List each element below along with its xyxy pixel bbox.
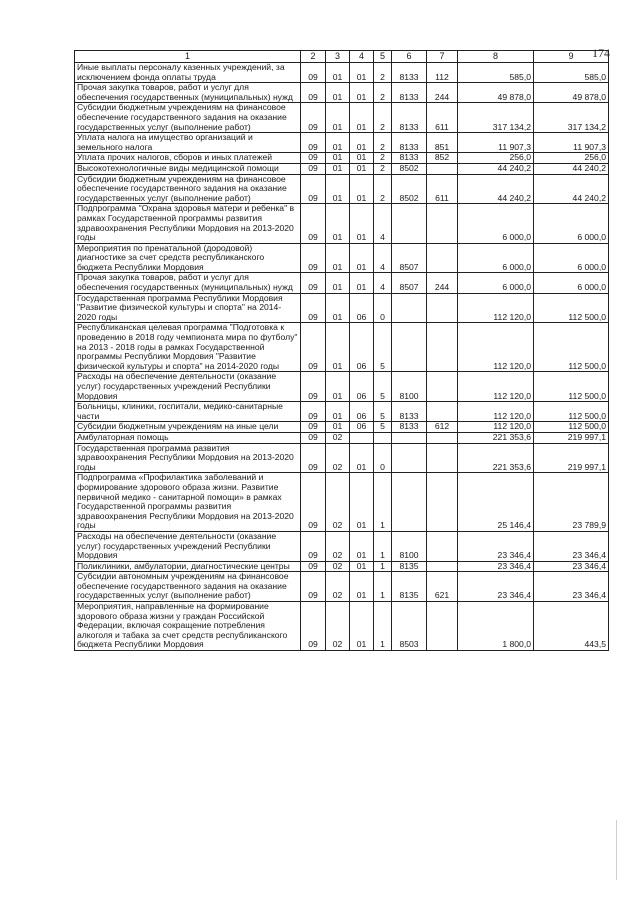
row-name: Иные выплаты персоналу казенных учреждений, за исключением фонда оплаты труда — [75, 63, 301, 83]
row-code-4: 06 — [350, 372, 374, 402]
row-name: Государственная программа развития здравоохранения Республики Мордовия на 2013-2020 годы — [75, 443, 301, 473]
row-code-3: 01 — [326, 422, 350, 433]
row-code-5 — [374, 432, 392, 443]
row-code-4: 01 — [350, 572, 374, 602]
row-code-4: 01 — [350, 561, 374, 572]
table-row — [75, 293, 609, 323]
row-code-7 — [427, 531, 458, 561]
row-code-2: 09 — [301, 83, 326, 103]
row-code-4: 01 — [350, 204, 374, 243]
row-amount-9: 6 000,0 — [534, 273, 609, 293]
row-code-6: 8133 — [392, 402, 427, 422]
header-col-3: 3 — [326, 51, 350, 63]
row-amount-9: 11 907,3 — [534, 133, 609, 153]
row-code-3: 02 — [326, 561, 350, 572]
row-code-7 — [427, 602, 458, 651]
row-code-5: 2 — [374, 63, 392, 83]
row-code-2: 09 — [301, 243, 326, 273]
row-code-6 — [392, 473, 427, 532]
row-amount-8: 256,0 — [458, 153, 534, 164]
row-code-5: 5 — [374, 323, 392, 372]
row-code-3: 02 — [326, 432, 350, 443]
row-amount-8: 23 346,4 — [458, 572, 534, 602]
row-code-7: 244 — [427, 273, 458, 293]
row-code-2: 09 — [301, 531, 326, 561]
row-code-2: 09 — [301, 273, 326, 293]
row-amount-9: 256,0 — [534, 153, 609, 164]
table-row — [75, 133, 609, 153]
row-amount-8: 25 146,4 — [458, 473, 534, 532]
row-amount-9: 6 000,0 — [534, 243, 609, 273]
row-code-4: 01 — [350, 443, 374, 473]
row-code-4: 01 — [350, 243, 374, 273]
row-name: Подпрограмма "Охрана здоровья матери и ребенка" в рамках Государственной программы развития здравоохранения Республики Мордовия на 2013-2020 годы — [75, 204, 301, 243]
row-code-7 — [427, 402, 458, 422]
row-code-5: 0 — [374, 293, 392, 323]
row-code-7: 244 — [427, 83, 458, 103]
row-name: Субсидии бюджетным учреждениям на иные цели — [75, 422, 301, 433]
row-amount-9: 112 500,0 — [534, 422, 609, 433]
row-name: Прочая закупка товаров, работ и услуг для обеспечения государственных (муниципальных) нужд — [75, 83, 301, 103]
row-code-7: 852 — [427, 153, 458, 164]
row-code-4: 01 — [350, 163, 374, 174]
table-row — [75, 323, 609, 372]
row-code-7 — [427, 443, 458, 473]
table-row — [75, 174, 609, 204]
row-code-7 — [427, 243, 458, 273]
row-code-7: 611 — [427, 103, 458, 133]
row-code-5: 1 — [374, 572, 392, 602]
row-amount-8: 49 878,0 — [458, 83, 534, 103]
row-name: Уплата прочих налогов, сборов и иных платежей — [75, 153, 301, 164]
row-code-3: 01 — [326, 402, 350, 422]
row-code-4: 06 — [350, 402, 374, 422]
row-code-6: 8135 — [392, 561, 427, 572]
row-amount-8: 112 120,0 — [458, 323, 534, 372]
row-code-3: 01 — [326, 153, 350, 164]
row-code-2: 09 — [301, 103, 326, 133]
row-name: Больницы, клиники, госпитали, медико-санитарные части — [75, 402, 301, 422]
table-row — [75, 153, 609, 164]
row-amount-8: 585,0 — [458, 63, 534, 83]
row-code-2: 09 — [301, 133, 326, 153]
table-row — [75, 243, 609, 273]
row-name: Поликлиники, амбулатории, диагностические центры — [75, 561, 301, 572]
table-row — [75, 561, 609, 572]
row-amount-9: 317 134,2 — [534, 103, 609, 133]
row-code-5: 4 — [374, 204, 392, 243]
row-amount-9: 219 997,1 — [534, 443, 609, 473]
row-name: Расходы на обеспечение деятельности (оказание услуг) государственных учреждений Республики Мордовия — [75, 372, 301, 402]
row-amount-9: 44 240,2 — [534, 163, 609, 174]
row-amount-9: 585,0 — [534, 63, 609, 83]
row-code-5: 5 — [374, 422, 392, 433]
row-name: Государственная программа Республики Мордовия "Развитие физической культуры и спорта" на 2014-2020 годы — [75, 293, 301, 323]
row-amount-8: 23 346,4 — [458, 561, 534, 572]
row-code-6: 8100 — [392, 531, 427, 561]
row-code-7: 611 — [427, 174, 458, 204]
header-col-8: 8 — [458, 51, 534, 63]
row-code-6: 8135 — [392, 572, 427, 602]
row-code-6: 8133 — [392, 422, 427, 433]
row-amount-8: 6 000,0 — [458, 204, 534, 243]
row-name: Субсидии бюджетным учреждениям на финансовое обеспечение государственного задания на оказание государственных услуг (выполнение работ) — [75, 103, 301, 133]
row-name: Высокотехнологичные виды медицинской помощи — [75, 163, 301, 174]
table-row — [75, 273, 609, 293]
row-code-7: 612 — [427, 422, 458, 433]
row-code-4: 01 — [350, 531, 374, 561]
row-code-5: 1 — [374, 531, 392, 561]
row-code-3: 01 — [326, 83, 350, 103]
row-amount-9: 23 346,4 — [534, 561, 609, 572]
row-code-3: 01 — [326, 323, 350, 372]
row-code-6 — [392, 293, 427, 323]
row-code-6: 8133 — [392, 153, 427, 164]
row-amount-8: 6 000,0 — [458, 243, 534, 273]
row-code-6: 8100 — [392, 372, 427, 402]
row-code-5: 1 — [374, 473, 392, 532]
row-code-4: 01 — [350, 174, 374, 204]
row-code-6: 8133 — [392, 103, 427, 133]
row-code-2: 09 — [301, 422, 326, 433]
table-row — [75, 443, 609, 473]
row-code-5: 2 — [374, 133, 392, 153]
row-code-4: 01 — [350, 63, 374, 83]
row-code-4: 01 — [350, 83, 374, 103]
row-amount-8: 112 120,0 — [458, 402, 534, 422]
row-amount-9: 112 500,0 — [534, 293, 609, 323]
header-col-9: 9 — [534, 51, 609, 63]
row-name: Мероприятия по пренатальной (дородовой) диагностике за счет средств республиканского бюджета Республики Мордовия — [75, 243, 301, 273]
row-name: Прочая закупка товаров, работ и услуг для обеспечения государственных (муниципальных) нужд — [75, 273, 301, 293]
row-code-5: 4 — [374, 243, 392, 273]
row-amount-8: 6 000,0 — [458, 273, 534, 293]
row-code-5: 5 — [374, 402, 392, 422]
table-row — [75, 63, 609, 83]
row-amount-9: 6 000,0 — [534, 204, 609, 243]
row-amount-9: 112 500,0 — [534, 372, 609, 402]
row-code-6 — [392, 204, 427, 243]
row-amount-8: 112 120,0 — [458, 293, 534, 323]
table-row — [75, 372, 609, 402]
table-row — [75, 422, 609, 433]
row-amount-8: 44 240,2 — [458, 174, 534, 204]
row-amount-8: 221 353,6 — [458, 443, 534, 473]
row-code-3: 02 — [326, 473, 350, 532]
row-code-2: 09 — [301, 153, 326, 164]
row-code-2: 09 — [301, 204, 326, 243]
row-code-4: 06 — [350, 323, 374, 372]
row-amount-8: 44 240,2 — [458, 163, 534, 174]
row-code-2: 09 — [301, 561, 326, 572]
row-amount-9: 23 789,9 — [534, 473, 609, 532]
row-code-4: 06 — [350, 293, 374, 323]
row-code-3: 02 — [326, 602, 350, 651]
header-col-5: 5 — [374, 51, 392, 63]
row-amount-8: 1 800,0 — [458, 602, 534, 651]
row-amount-8: 112 120,0 — [458, 372, 534, 402]
table-row — [75, 473, 609, 532]
row-code-7: 621 — [427, 572, 458, 602]
row-name: Уплата налога на имущество организаций и земельного налога — [75, 133, 301, 153]
row-amount-8: 221 353,6 — [458, 432, 534, 443]
budget-table — [74, 50, 609, 651]
row-amount-8: 23 346,4 — [458, 531, 534, 561]
row-code-6 — [392, 443, 427, 473]
row-code-6: 8133 — [392, 133, 427, 153]
row-code-3: 02 — [326, 572, 350, 602]
row-code-2: 09 — [301, 473, 326, 532]
row-code-6 — [392, 432, 427, 443]
row-amount-9: 23 346,4 — [534, 572, 609, 602]
row-amount-8: 11 907,3 — [458, 133, 534, 153]
page-number: 174 — [592, 46, 610, 60]
row-code-5: 2 — [374, 174, 392, 204]
row-code-7 — [427, 323, 458, 372]
row-code-6: 8502 — [392, 163, 427, 174]
row-amount-9: 112 500,0 — [534, 402, 609, 422]
row-code-2: 09 — [301, 602, 326, 651]
row-code-3: 01 — [326, 293, 350, 323]
row-name: Расходы на обеспечение деятельности (оказание услуг) государственных учреждений Республики Мордовия — [75, 531, 301, 561]
table-row — [75, 83, 609, 103]
header-col-1: 1 — [75, 51, 301, 63]
row-code-7 — [427, 473, 458, 532]
row-amount-8: 317 134,2 — [458, 103, 534, 133]
row-code-5: 2 — [374, 103, 392, 133]
row-code-6: 8507 — [392, 273, 427, 293]
header-col-4: 4 — [350, 51, 374, 63]
row-code-7 — [427, 204, 458, 243]
row-name: Амбулаторная помощь — [75, 432, 301, 443]
row-name: Подпрограмма «Профилактика заболеваний и формирование здорового образа жизни. Развитие первичной медико - санитарной помощи» в рамках Государственной программы развития здравоохранения Республики Мордовия на 2013-2020 годы — [75, 473, 301, 532]
row-code-5: 2 — [374, 163, 392, 174]
row-code-6: 8507 — [392, 243, 427, 273]
row-amount-9: 23 346,4 — [534, 531, 609, 561]
row-code-4: 01 — [350, 273, 374, 293]
row-code-7: 851 — [427, 133, 458, 153]
row-code-2: 09 — [301, 323, 326, 372]
row-code-2: 09 — [301, 402, 326, 422]
row-code-6: 8503 — [392, 602, 427, 651]
row-amount-8: 112 120,0 — [458, 422, 534, 433]
row-code-2: 09 — [301, 572, 326, 602]
row-code-5: 2 — [374, 83, 392, 103]
row-code-4: 01 — [350, 153, 374, 164]
row-code-5: 0 — [374, 443, 392, 473]
row-amount-9: 443,5 — [534, 602, 609, 651]
row-code-2: 09 — [301, 63, 326, 83]
row-code-3: 01 — [326, 372, 350, 402]
row-code-5: 5 — [374, 372, 392, 402]
row-code-2: 09 — [301, 372, 326, 402]
row-code-6: 8133 — [392, 83, 427, 103]
row-code-6: 8133 — [392, 63, 427, 83]
row-code-4: 01 — [350, 602, 374, 651]
row-code-2: 09 — [301, 174, 326, 204]
row-code-3: 01 — [326, 163, 350, 174]
table-row — [75, 531, 609, 561]
header-col-7: 7 — [427, 51, 458, 63]
row-code-4: 01 — [350, 473, 374, 532]
row-code-4 — [350, 432, 374, 443]
row-name: Субсидии автономным учреждениям на финансовое обеспечение государственного задания на оказание государственных услуг (выполнение работ) — [75, 572, 301, 602]
scan-mark — [616, 820, 617, 880]
row-code-2: 09 — [301, 443, 326, 473]
row-amount-9: 219 997,1 — [534, 432, 609, 443]
row-code-2: 09 — [301, 163, 326, 174]
table-row — [75, 602, 609, 651]
row-code-4: 01 — [350, 103, 374, 133]
table-row — [75, 163, 609, 174]
table-row — [75, 103, 609, 133]
row-code-6 — [392, 323, 427, 372]
row-code-7 — [427, 293, 458, 323]
table-row — [75, 572, 609, 602]
row-code-3: 01 — [326, 174, 350, 204]
row-code-7 — [427, 163, 458, 174]
row-code-2: 09 — [301, 432, 326, 443]
row-amount-9: 44 240,2 — [534, 174, 609, 204]
row-code-7 — [427, 372, 458, 402]
row-name: Мероприятия, направленные на формирование здорового образа жизни у граждан Российской Федерации, включая сокращение потребления алкоголя и табака за счет средств республиканского бюджета Республики Мордовия — [75, 602, 301, 651]
row-code-4: 01 — [350, 133, 374, 153]
row-code-3: 02 — [326, 531, 350, 561]
row-name: Субсидии бюджетным учреждениям на финансовое обеспечение государственного задания на оказание государственных услуг (выполнение работ) — [75, 174, 301, 204]
row-code-7 — [427, 432, 458, 443]
row-code-3: 01 — [326, 204, 350, 243]
row-code-5: 2 — [374, 153, 392, 164]
row-code-4: 06 — [350, 422, 374, 433]
row-code-3: 02 — [326, 443, 350, 473]
row-code-7 — [427, 561, 458, 572]
row-code-3: 01 — [326, 273, 350, 293]
table-body — [75, 63, 609, 651]
row-code-3: 01 — [326, 63, 350, 83]
header-col-6: 6 — [392, 51, 427, 63]
table-row — [75, 432, 609, 443]
header-row — [75, 51, 609, 63]
row-code-5: 1 — [374, 561, 392, 572]
table-row — [75, 204, 609, 243]
row-code-3: 01 — [326, 243, 350, 273]
table-row — [75, 402, 609, 422]
row-name: Республиканская целевая программа "Подготовка к проведению в 2018 году чемпионата мира по футболу" на 2013 - 2018 годы в рамках Государственной программы Республики Мордовия "Развитие физической культуры и спорта" на 2014-2020 годы — [75, 323, 301, 372]
row-code-3: 01 — [326, 103, 350, 133]
row-code-6: 8502 — [392, 174, 427, 204]
header-col-2: 2 — [301, 51, 326, 63]
row-code-7: 112 — [427, 63, 458, 83]
row-code-5: 1 — [374, 602, 392, 651]
row-code-2: 09 — [301, 293, 326, 323]
row-code-5: 4 — [374, 273, 392, 293]
row-code-3: 01 — [326, 133, 350, 153]
row-amount-9: 49 878,0 — [534, 83, 609, 103]
row-amount-9: 112 500,0 — [534, 323, 609, 372]
